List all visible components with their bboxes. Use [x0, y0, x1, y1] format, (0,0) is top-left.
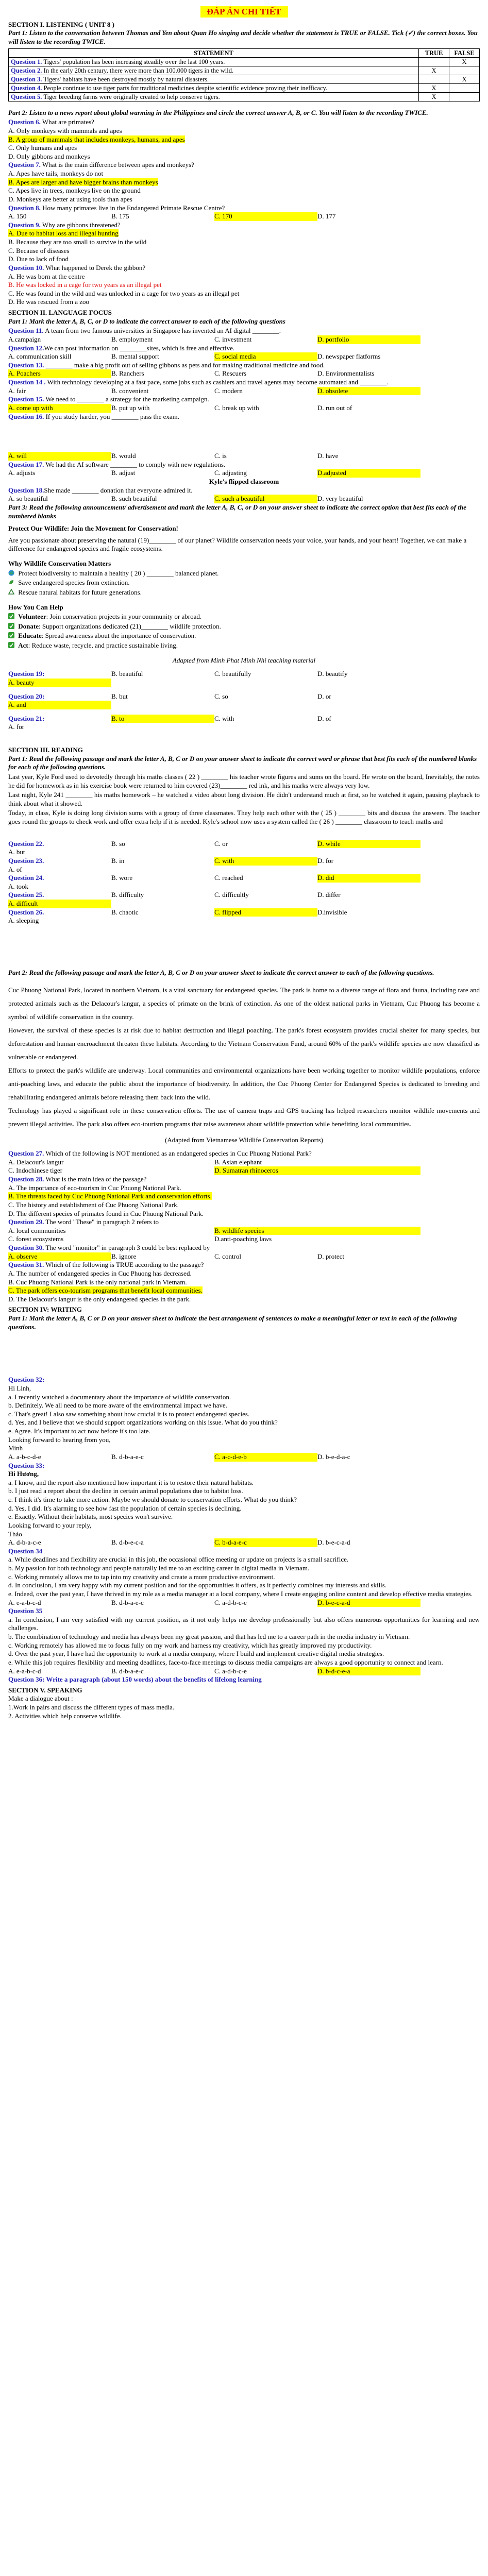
poster-bullet: Save endangered species from extinction.: [18, 579, 130, 587]
statement-text: In the early 20th century, there were more than 100.000 tigers in the wild.: [42, 66, 234, 74]
option-a: A. Apes have tails, monkeys do not: [8, 170, 104, 177]
option-d: D. Due to lack of food: [8, 255, 69, 263]
reading-passage-2-source: (Adapted from Vietnamese Wildlife Conservation Reports): [165, 1136, 323, 1144]
true-cell: X: [419, 66, 449, 75]
statement-text: Tigers' population has been increasing steadily over the last 100 years.: [42, 58, 225, 65]
question-26: Question 26. A. sleeping B. chaotic C. flipped D.invisible: [8, 908, 347, 925]
option-c-correct: C. 170: [214, 212, 317, 221]
question-12: Question 12.We can post information on ________sites, which is free and effective. A. communication skill B. mental support C. social media D. newspaper flatforms: [8, 344, 381, 361]
question-34: Question 34 a. While deadlines and flexibility are crucial in this job, the occasional office meeting or update on projects is a small sacrifice. b. My passion for both technology and people naturally led me to an exciting career in digital media in Vietnam. c. Working remotely allows me to tap into my creativity and create a more productive environment. d. In conclusion, I am very happy with my current position and for the opportunities it offers, as it perfectly combines my interests and skills. e. Indeed, over the past year, I have thrived in my role as a media manager at a local company, where I create engaging online content and develop effective media strategies. A. e-a-b-c-d B. d-b-a-e-c C. a-d-b-c-e D. b-e-c-a-d: [8, 1547, 473, 1606]
poster-intro: Are you passionate about preserving the natural (19)________ of our planet? Wildlife conservation needs your voice, your hands, and your heart! Together, we can make a difference for endangered species and fragile ecosystems.: [8, 536, 467, 553]
option-b: B. 175: [111, 212, 129, 221]
question-8: Question 8. How many primates live in the Endangered Primate Rescue Centre? A. 150 B. 175 C. 170 D. 177: [8, 204, 480, 221]
statement-text: Tigers' habitats have been destroyed mostly by natural disasters.: [42, 75, 209, 83]
true-false-table: [8, 48, 480, 101]
option-c: C. He was found in the wild and was unlocked in a cage for two years as an illegal pet: [8, 289, 240, 297]
table-row: [9, 92, 480, 101]
option-b-correct: B. Apes are larger and have bigger brains than monkeys: [8, 178, 158, 186]
listening-part2-instructions: Part 2: Listen to a news report about global warming in the Philippines and circle the correct answer A, B, or C. You will listen to the recording TWICE.: [8, 108, 428, 116]
poster-title: Protect Our Wildlife: Join the Movement for Conservation!: [8, 524, 178, 533]
true-cell: [419, 75, 449, 83]
correct-answer: A. and: [8, 701, 111, 709]
correct-answer: D. obsolete: [317, 387, 420, 396]
correct-answer: C. The park offers eco-tourism programs that benefit local communities.: [8, 1286, 203, 1295]
correct-answer: D. b-e-c-a-d: [317, 1599, 420, 1607]
table-row: [9, 83, 480, 92]
question-32: Question 32: Hi Linh, a. I recently watched a documentary about the importance of wildlife conservation. b. Definitely. We all need to be more aware of the environmental impact we have. c. That's great! I also saw something about how crucial it is to protect endangered species. d. Yes, and I believe that we should support organizations working on this issue. What do you think? e. Agree. It's important to act now before it's too late. Looking forward to hearing from you, Minh A. a-b-c-d-e B. d-b-a-e-c C. a-c-d-e-b D. b-e-d-a-c: [8, 1376, 350, 1461]
poster-bullet: Protect biodiversity to maintain a healthy ( 20 ) ________ balanced planet.: [18, 569, 219, 577]
question-7: Question 7. What is the main difference between apes and monkeys? A. Apes have tails, monkeys do not B. Apes are larger and have bigger brains than monkeys C. Apes live in trees, monkeys live on the ground D. Monkeys are better at using tools than apes: [8, 161, 480, 204]
reading-passage-1-p1: Last year, Kyle Ford used to devotedly through his maths classes ( 22 ) ________ his teacher wrote figures and sums on the board. He wrote on the board, Inevitably, the notes he did for homework as in his exercise book were returned to him covered (23)________ red ink, and his marks were always very low.: [8, 772, 480, 789]
reading-part2-instructions: Part 2: Read the following passage and mark the letter A, B, C or D on your answer sheet to indicate the correct answer to each of the following questions.: [8, 968, 434, 976]
question-number: Question 2.: [11, 66, 42, 74]
question-27: Question 27. Which of the following is NOT mentioned as an endangered species in Cuc Phuong National Park? A. Delacour's langur B. Asian elephant C. Indochinese tiger D. Sumatran rhinoceros: [8, 1149, 480, 1175]
language-part1-instructions: Part 1: Mark the letter A, B, C, or D to indicate the correct answer to each of the following questions: [8, 317, 285, 325]
question-number: Question 4.: [11, 84, 42, 92]
correct-answer: C. social media: [214, 352, 317, 361]
question-36: Question 36: Write a paragraph (about 150 words) about the benefits of lifelong learning: [8, 1675, 262, 1684]
correct-answer: D. Sumatran rhinoceros: [214, 1166, 420, 1175]
flipped-classroom-caption: Kyle's flipped classroom: [209, 478, 279, 485]
question-6: Question 6. What are primates? A. Only monkeys with mammals and apes B. A group of mammals that includes monkeys, humans, and apes C. Only humans and apes D. Only gibbons and monkeys: [8, 118, 480, 161]
question-18: Question 18.She made ________ donation that everyone admired it. A. so beautiful B. such beautiful C. such a beautiful D. very beautiful: [8, 486, 363, 503]
option-a: A. He was born at the centre: [8, 272, 85, 280]
check-icon: [8, 632, 14, 638]
correct-answer: C. with: [214, 857, 317, 866]
option-d: D. Monkeys are better at using tools than apes: [8, 195, 132, 203]
reading-passage-2-p1: Cuc Phuong National Park, located in northern Vietnam, is a vital sanctuary for endangered species. The park is home to a diverse range of flora and fauna, including rare and protected animals such as the Delacour's langur, a species of primate on the brink of extinction. As one of the oldest national parks in Vietnam, Cuc Phuong has become a symbol of wildlife conservation in the country.: [8, 986, 480, 1021]
check-icon: [8, 613, 14, 619]
poster-bullet: Rescue natural habitats for future generations.: [18, 588, 142, 596]
question-24: Question 24. A. took B. wore C. reached D. did: [8, 874, 480, 891]
question-number: Question 1.: [11, 58, 42, 65]
poster-help-heading: How You Can Help: [8, 603, 63, 611]
option-d: D. 177: [317, 212, 336, 221]
table-row: [9, 75, 480, 83]
question-10: Question 10. What happened to Derek the gibbon? A. He was born at the centre B. He was locked in a cage for two years as an illegal pet C. He was found in the wild and was unlocked in a cage for two years as an illegal pet D. He was rescued from a zoo: [8, 264, 480, 307]
writing-part1-instructions: Part 1: Mark the letter A, B, C or D on your answer sheet to indicate the best arrangement of sentences to make a meaningful letter or text in each of the following questions.: [8, 1314, 457, 1331]
correct-answer: A. Poachers: [8, 369, 111, 378]
reading-passage-2-p3: Efforts to protect the park's wildlife are underway. Local communities and environmental organizations have been working together to monitor wildlife populations, enforce anti-poaching laws, and educate the public about the importance of biodiversity. In addition, the Cuc Phuong Center for Endangered Species is dedicated to breeding and rehabilitating endangered animals before releasing them back into the wild.: [8, 1066, 480, 1101]
answer-key-document: ĐÁP ÁN CHI TIẾT SECTION I. LISTENING ( UNIT 8 ) Part 1: Listen to the conversation between Thomas and Yen about Quan Ho singing and decide whether the statement is TRUE or FALSE. Tick (✓) the correct boxes. You will listen to the recording TWICE. STATEMENT TRUE FALSE Question 1. Tigers' population has been increasing steadily over the last 100 years. X Question 2. In the early 20th century, there were more than 100.000 tigers in the wild. X Question 3. Tigers' habitats have been destroyed mostly by natural disasters. X Question 4. People continue to use tiger parts for traditional medicines despite scientific evidence proving their inefficacy. X Question 5. Tiger breeding farms were originally created to help conserve tigers. X Part 2: Listen to a news report about global warming in the Philippines and circle the correct answer A, B, or C. You will listen to the recording TWICE. Question 6. What are primates? A. Only monkeys with mammals and apes B. A group of mammals that includes monkeys, humans, and apes C. Only humans and apes D. Only gibbons and monkeys Question 7. What is the main difference between apes and monkeys? A. Apes have tails, monkeys do not B. Apes are larger and have bigger brains than monkeys C. Apes live in trees, monkeys live on the ground D. Monkeys are better at using tools than apes Question 8. How many primates live in the Endangered Primate Rescue Centre? A. 150 B. 175 C. 170 D. 177 Question 9. Why are gibbons threatened? A. Due to habitat loss and illegal hunting B. Because they are too small to survive in the wild C. Because of diseases D. Due to lack of food Question 10. What happened to Derek the gibbon? A. He was born at the centre B. He was locked in a cage for two years as an illegal pet C. He was found in the wild and was unlocked in a cage for two years as an illegal pet D. He was rescued from a zoo SECTION II. LANGUAGE FOCUS Part 1: Mark the letter A, B, C, or D to indicate the correct answer to each of the following questions Question 11. A team from two famous universities in Singapore has invented an AI digital ________. A.campaign B. employment C. investment D. portfolio Question 12.We can post information on ________sites, which is free and effective. A. communication skill B. mental support C. social media D. newspaper flatforms Question 13. ________ make a big profit out of selling gibbons as pets and for making traditional medicine and food. A. Poachers B. Ranchers C. Rescuers D. Environmentalists Question 14 . With technology developing at a fast pace, some jobs such as cashiers and travel agents may become automated and ________. A. fair B. convenient C. modern D. obsolete Question 15. We need to ________ a strategy for the marketing campaign. A. come up with B. put up with C. break up with D. run out of Question 16. If you study harder, you ________ pass the exam. A. will B. would C. is D. have Question 17. We had the AI software ________ to comply with new regulations. A. adjusts B. adjust C. adjusting D.adjusted Kyle's flipped classroom Question 18.She made ________ donation that everyone admired it. A. so beautiful B. such beautiful C. such a beautiful D. very beautiful Part 3: Read the following announcement/ advertisement and mark the letter A, B, C, or D on your answer sheet to indicate the correct option that best fits each of the numbered blanks Protect Our Wildlife: Join the Movement for Conservation! Are you passionate about preserving the natural (19)________ of our planet? Wildlife conservation needs your voice, your hands, and your heart! Together, we can make a difference for endangered species and fragile ecosystems. Why Wildlife Conservation Matters Protect biodiversity to maintain a healthy ( 20 ) ________ balanced planet. Save endangered species from extinction. Rescue natural habitats for future generations. How You Can Help Volunteer: Join conservation projects in your community or abroad. Donate: Support organizations dedicated (21)________ wildlife protection. Educate: Spread awareness about the importance of conservation. Act: Reduce waste, recycle, and practice sustainable living. Adapted from Minh Phat Minh Nhi teaching material Question 19: A. beauty B. beautiful C. beautifully D. beautify Question 20: A. and B. but C. so D. or Question 21: A. for B. to C. with D. of SECTION III. READING Part 1: Read the following passage and mark the letter A, B, C or D on your answer sheet to indicate the correct word or phrase that best fits each of the numbered blanks for each of the following questions. Last year, Kyle Ford used to devotedly through his maths classes ( 22 ) ________ his teacher wrote figures and sums on the board. He wrote on the board, Inevitably, the notes he did for homework as in his exercise book were returned to him covered (23)________ red ink, and his marks were always very low. Last night, Kyle 241 ________ his maths homework – he watched a video about long division. He didn't understand much at first, so he watched it again, pausing playback to think about what it showed. Today, in class, Kyle is doing long division sums with a group of three classmates. They help each other with the ( 25 ) ________ bits and discuss the answers. The teacher goes round the groups to check work and offer extra help if it is needed. Kyle's school now uses a system called the ( 26 ) ________ classroom to teach maths and Question 22. A. but B. so C. or D. while Question 23. A. of B. in C. with D. for Question 24. A. took B. wore C. reached D. did Question 25. A. difficult B. difficulty C. difficultly D. differ Question 26. A. sleeping B. chaotic C. flipped D.invisible Part 2: Read the following passage and mark the letter A, B, C or D on your answer sheet to indicate the correct answer to each of the following questions. Cuc Phuong National Park, located in northern Vietnam, is a vital sanctuary for endangered species. The park is home to a diverse range of flora and fauna, including rare and protected animals such as the Delacour's langur, a species of primate on the brink of extinction. As one of the oldest national parks in Vietnam, Cuc Phuong has become a symbol of wildlife conservation in the country. However, the survival of these species is at risk due to habitat destruction and illegal poaching. The park's forest ecosystem provides crucial shelter for many species, but deforestation and human encroachment threaten these habitats. According to the Vietnam Conservation Fund, around 60% of the park's wildlife species are now classified as vulnerable or endangered. Efforts to protect the park's wildlife are underway. Local communities and environmental organizations have been working together to monitor wildlife populations, enforce anti-poaching laws, and educate the public about the importance of biodiversity. In addition, the Cuc Phuong Center for Endangered Species is dedicated to breeding and rehabilitating endangered animals before releasing them back into the wild. Technology has played a significant role in these conservation efforts. The use of camera traps and GPS tracking has helped researchers monitor wildlife movements and prevent illegal activities. The park also offers eco-tourism programs that raise awareness about wildlife protection while benefiting local communities. (Adapted from Vietnamese Wildlife Conservation Reports) Question 27. Which of the following is NOT mentioned as an endangered species in Cuc Phuong National Park? A. Delacour's langur B. Asian elephant C. Indochinese tiger D. Sumatran rhinoceros Question 28. What is the main idea of the passage? A. The importance of eco-tourism in Cuc Phuong National Park. B. The threats faced by Cuc Phuong National Park and conservation efforts. C. The history and establishment of Cuc Phuong National Park. D. The different species of primates found in Cuc Phuong National Park. Question 29. The word "These" in paragraph 2 refers to A. local communities B. wildlife species C. forest ecosystems D.anti-poaching laws Question 30. The word "monitor" in paragraph 3 could be best replaced by A. observe B. ignore C. control D. protect Question 31. Which of the following is TRUE according to the passage? A. The number of endangered species in Cuc Phuong has decreased. B. Cuc Phuong National Park is the only national park in Vietnam. C. The park offers eco-tourism programs that benefit local communities. D. The Delacour's langur is the only endangered species in the park. SECTION IV: WRITING Part 1: Mark the letter A, B, C or D on your answer sheet to indicate the best arrangement of sentences to make a meaningful letter or text in each of the following questions. Question 32: Hi Linh, a. I recently watched a documentary about the importance of wildlife conservation. b. Definitely. We all need to be more aware of the environmental impact we have. c. That's great! I also saw something about how crucial it is to protect endangered species. d. Yes, and I believe that we should support organizations working on this issue. What do you think? e. Agree. It's important to act now before it's too late. Looking forward to hearing from you, Minh A. a-b-c-d-e B. d-b-a-e-c C. a-c-d-e-b D. b-e-d-a-c Question 33: Hi Hương, a. I know, and the report also mentioned how important it is to restore their natural habitats. b. I just read a report about the decline in certain animal populations due to habitat loss. c. I think it's time to take more action. Maybe we should donate to conservation efforts. What do you think? d. Yes, I did. It's alarming to see how fast the population of certain species is declining. e. Exactly. Without their habitats, most species won't survive. Looking forward to your reply, Thảo A. d-b-a-c-e B. d-b-e-c-a C. b-d-a-e-c D. b-e-c-a-d Question 34 a. While deadlines and flexibility are crucial in this job, the occasional office meeting or update on projects is a small sacrifice. b. My passion for both technology and people naturally led me to an exciting career in digital media in Vietnam. c. Working remotely allows me to tap into my creativity and create a more productive environment. d. In conclusion, I am very happy with my current position and for the opportunities it offers, as it perfectly combines my interests and skills. e. Indeed, over the past year, I have thrived in my role as a media manager at a local company, where I create engaging online content and develop effective media strategies. A. e-a-b-c-d B. d-b-a-e-c C. a-d-b-c-e D. b-e-c-a-d Question 35 a. In conclusion, I am very satisfied with my current position, as it not only helps me develop professionally but also offers numerous opportunities for learning and new challenges. b. The combination of technology and media has always been my great passion, and that has led me to a career path in the media industry in Vietnam. c. Working remotely has allowed me to focus fully on my work and harness my creativity, which has greatly improved my productivity. d. Over the past year, I have had the opportunity to work at a media company, where I build and implement creative digital media strategies. e. While this job requires flexibility and meeting deadlines, face-to-face meetings to discuss media campaigns are always a good opportunity to connect and learn. A. e-a-b-c-d B. d-b-a-e-c C. a-d-b-c-e D. b-d-c-e-a Question 36: Write a paragraph (about 150 words) about the benefits of lifelong learning SECTION V. SPEAKING Make a dialogue about : 1.Work in pairs and discuss the different types of mass media. 2. Activities which help conserve wildlife.: [8, 7, 480, 1720]
correct-answer: C. a-c-d-e-b: [214, 1453, 317, 1462]
option-a: A. Only monkeys with mammals and apes: [8, 126, 122, 134]
recycle-icon: [8, 589, 14, 595]
correct-answer: A. difficult: [8, 900, 111, 908]
question-28: Question 28. What is the main idea of the passage? A. The importance of eco-tourism in Cuc Phuong National Park. B. The threats faced by Cuc Phuong National Park and conservation efforts. C. The history and establishment of Cuc Phuong National Park. D. The different species of primates found in Cuc Phuong National Park.: [8, 1175, 212, 1217]
option-d: D. He was rescued from a zoo: [8, 298, 90, 306]
false-cell: [449, 66, 480, 75]
section-1-heading: SECTION I. LISTENING ( UNIT 8 ): [8, 20, 115, 28]
true-cell: X: [419, 83, 449, 92]
correct-answer: C. b-d-a-e-c: [214, 1538, 317, 1547]
listening-part1-instructions: Part 1: Listen to the conversation between Thomas and Yen about Quan Ho singing and decide whether the statement is TRUE or FALSE. Tick (✓) the correct boxes. You will listen to the recording TWICE.: [8, 29, 478, 45]
true-cell: X: [419, 92, 449, 101]
question-14: Question 14 . With technology developing at a fast pace, some jobs such as cashiers and travel agents may become automated and ________. A. fair B. convenient C. modern D. obsolete: [8, 378, 480, 395]
correct-answer: D. did: [317, 874, 420, 883]
correct-answer: B. The threats faced by Cuc Phuong National Park and conservation efforts.: [8, 1192, 212, 1200]
reading-passage-2-p2: However, the survival of these species is at risk due to habitat destruction and illegal poaching. The park's forest ecosystem provides crucial shelter for many species, but deforestation and human encroachment threaten these habitats. According to the Vietnam Conservation Fund, around 60% of the park's wildlife species are now classified as vulnerable or endangered.: [8, 1026, 480, 1061]
option-a: A. 150: [8, 212, 27, 221]
speaking-line: Make a dialogue about :: [8, 1694, 73, 1703]
language-part3-instructions: Part 3: Read the following announcement/ advertisement and mark the letter A, B, C, or D on your answer sheet to indicate the correct option that best fits each of the numbered blanks: [8, 503, 466, 520]
poster-source: Adapted from Minh Phat Minh Nhi teaching material: [172, 656, 316, 664]
option-c: C. Because of diseases: [8, 246, 70, 255]
section-4-heading: SECTION IV: WRITING: [8, 1306, 82, 1314]
question-33: Question 33: Hi Hương, a. I know, and the report also mentioned how important it is to restore their natural habitats. b. I just read a report about the decline in certain animal populations due to habitat loss. c. I think it's time to take more action. Maybe we should donate to conservation efforts. What do you think? d. Yes, I did. It's alarming to see how fast the population of certain species is declining. e. Exactly. Without their habitats, most species won't survive. Looking forward to your reply, Thảo A. d-b-a-c-e B. d-b-e-c-a C. b-d-a-e-c D. b-e-c-a-d: [8, 1461, 350, 1547]
option-b-correct: B. He was locked in a cage for two years as an illegal pet: [8, 281, 162, 289]
question-29: Question 29. The word "These" in paragraph 2 refers to A. local communities B. wildlife species C. forest ecosystems D.anti-poaching laws: [8, 1218, 480, 1244]
leaf-icon: [8, 579, 14, 585]
question-11: Question 11. A team from two famous universities in Singapore has invented an AI digital ________. A.campaign B. employment C. investment D. portfolio: [8, 327, 480, 344]
correct-answer: D. b-d-c-e-a: [317, 1667, 420, 1676]
table-row: [9, 57, 480, 66]
check-icon: [8, 623, 14, 629]
question-16-options: A. will B. would C. is D. have: [8, 452, 339, 460]
false-cell: X: [449, 75, 480, 83]
option-b-correct: B. A group of mammals that includes monkeys, humans, and apes: [8, 135, 185, 143]
question-25: Question 25. A. difficult B. difficulty C. difficultly D. differ: [8, 891, 341, 907]
question-22: Question 22. A. but B. so C. or D. while: [8, 840, 480, 857]
correct-answer: A. beauty: [8, 679, 111, 687]
reading-passage-2-p4: Technology has played a significant role in these conservation efforts. The use of camera traps and GPS tracking has helped researchers monitor wildlife movements and prevent illegal activities. The park also offers eco-tourism programs that raise awareness about wildlife protection while benefiting local communities.: [8, 1106, 480, 1128]
correct-answer: B. to: [111, 715, 214, 723]
correct-answer: A. come up with: [8, 404, 111, 413]
poster-why-heading: Why Wildlife Conservation Matters: [8, 560, 111, 567]
correct-answer: A. will: [8, 452, 111, 461]
correct-answer: C. such a beautiful: [214, 495, 317, 503]
correct-answer: B. wildlife species: [214, 1227, 420, 1235]
option-d: D. Only gibbons and monkeys: [8, 152, 90, 160]
question-30: Question 30. The word "monitor" in paragraph 3 could be best replaced by A. observe B. ignore C. control D. protect: [8, 1244, 344, 1260]
correct-answer: D.adjusted: [317, 469, 420, 478]
option-b: B. Because they are too small to survive in the wild: [8, 238, 147, 246]
table-header: [9, 48, 480, 57]
reading-passage-1-p2: Last night, Kyle 241 ________ his maths homework – he watched a video about long division. He didn't understand much at first, so he watched it again, pausing playback to think about what it showed.: [8, 791, 480, 807]
header-statement: STATEMENT: [9, 48, 419, 57]
question-13: Question 13. ________ make a big profit out of selling gibbons as pets and for making traditional medicine and food. A. Poachers B. Ranchers C. Rescuers D. Environmentalists: [8, 361, 375, 378]
header-false: FALSE: [449, 48, 480, 57]
header-true: TRUE: [419, 48, 449, 57]
question-21: Question 21: A. for B. to C. with D. of: [8, 714, 331, 731]
globe-icon: [8, 570, 14, 576]
question-9: Question 9. Why are gibbons threatened? A. Due to habitat loss and illegal hunting B. Because they are too small to survive in the wild C. Because of diseases D. Due to lack of food: [8, 221, 480, 264]
true-cell: [419, 57, 449, 66]
check-icon: [8, 642, 14, 648]
question-number: Question 5.: [11, 93, 42, 100]
reading-part1-instructions: Part 1: Read the following passage and mark the letter A, B, C or D on your answer sheet to indicate the correct word or phrase that best fits each of the numbered blanks for each of the following questions.: [8, 754, 477, 771]
correct-answer: C. flipped: [214, 908, 317, 917]
correct-answer: D. portfolio: [317, 335, 420, 344]
option-a-correct: A. Due to habitat loss and illegal hunting: [8, 229, 119, 238]
correct-answer: A. observe: [8, 1252, 111, 1261]
false-cell: [449, 83, 480, 92]
false-cell: [449, 92, 480, 101]
reading-passage-1-p3: Today, in class, Kyle is doing long division sums with a group of three classmates. They help each other with the ( 25 ) ________ bits and discuss the answers. The teacher goes round the groups to check work and offer extra help if it is needed. Kyle's school now uses a system called the ( 26 ) ________ classroom to teach maths and: [8, 809, 480, 825]
statement-text: People continue to use tiger parts for traditional medicines despite scientific evidence proving their inefficacy.: [42, 84, 328, 92]
question-number: Question 3.: [11, 75, 42, 83]
question-31: Question 31. Which of the following is TRUE according to the passage? A. The number of endangered species in Cuc Phuong has decreased. B. Cuc Phuong National Park is the only national park in Vietnam. C. The park offers eco-tourism programs that benefit local communities. D. The Delacour's langur is the only endangered species in the park.: [8, 1261, 204, 1303]
page-title: ĐÁP ÁN CHI TIẾT: [200, 6, 288, 18]
section-5-heading: SECTION V. SPEAKING: [8, 1686, 82, 1694]
question-20: Question 20: A. and B. but C. so D. or: [8, 692, 331, 709]
question-35: Question 35 a. In conclusion, I am very satisfied with my current position, as it not only helps me develop professionally but also offers numerous opportunities for learning and new challenges. b. The combination of technology and media has always been my great passion, and that has led me to a career path in the media industry in Vietnam. c. Working remotely has allowed me to focus fully on my work and harness my creativity, which has greatly improved my productivity. d. Over the past year, I have had the opportunity to work at a media company, where I build and implement creative digital media strategies. e. While this job requires flexibility and meeting deadlines, face-to-face meetings to discuss media campaigns are always a good opportunity to connect and learn. A. e-a-b-c-d B. d-b-a-e-c C. a-d-b-c-e D. b-d-c-e-a: [8, 1607, 480, 1675]
section-2-heading: SECTION II. LANGUAGE FOCUS: [8, 309, 112, 316]
statement-text: Tiger breeding farms were originally created to help conserve tigers.: [42, 93, 220, 100]
correct-answer: D. while: [317, 840, 420, 849]
section-3-heading: SECTION III. READING: [8, 746, 83, 754]
question-16: Question 16. If you study harder, you ________ pass the exam.: [8, 412, 180, 420]
speaking-line: 1.Work in pairs and discuss the different types of mass media.: [8, 1703, 175, 1711]
question-23: Question 23. A. of B. in C. with D. for: [8, 856, 334, 873]
question-17: Question 17. We had the AI software ________ to comply with new regulations. A. adjusts B. adjust C. adjusting D.adjusted Kyle's flipped classroom: [8, 461, 480, 486]
speaking-line: 2. Activities which help conserve wildlife.: [8, 1711, 122, 1720]
option-c: C. Only humans and apes: [8, 144, 77, 152]
table-row: [9, 66, 480, 75]
question-19: Question 19: A. beauty B. beautiful C. beautifully D. beautify: [8, 670, 348, 686]
question-15: Question 15. We need to ________ a strategy for the marketing campaign. A. come up with B. put up with C. break up with D. run out of: [8, 395, 352, 412]
false-cell: X: [449, 57, 480, 66]
option-c: C. Apes live in trees, monkeys live on the ground: [8, 187, 141, 195]
